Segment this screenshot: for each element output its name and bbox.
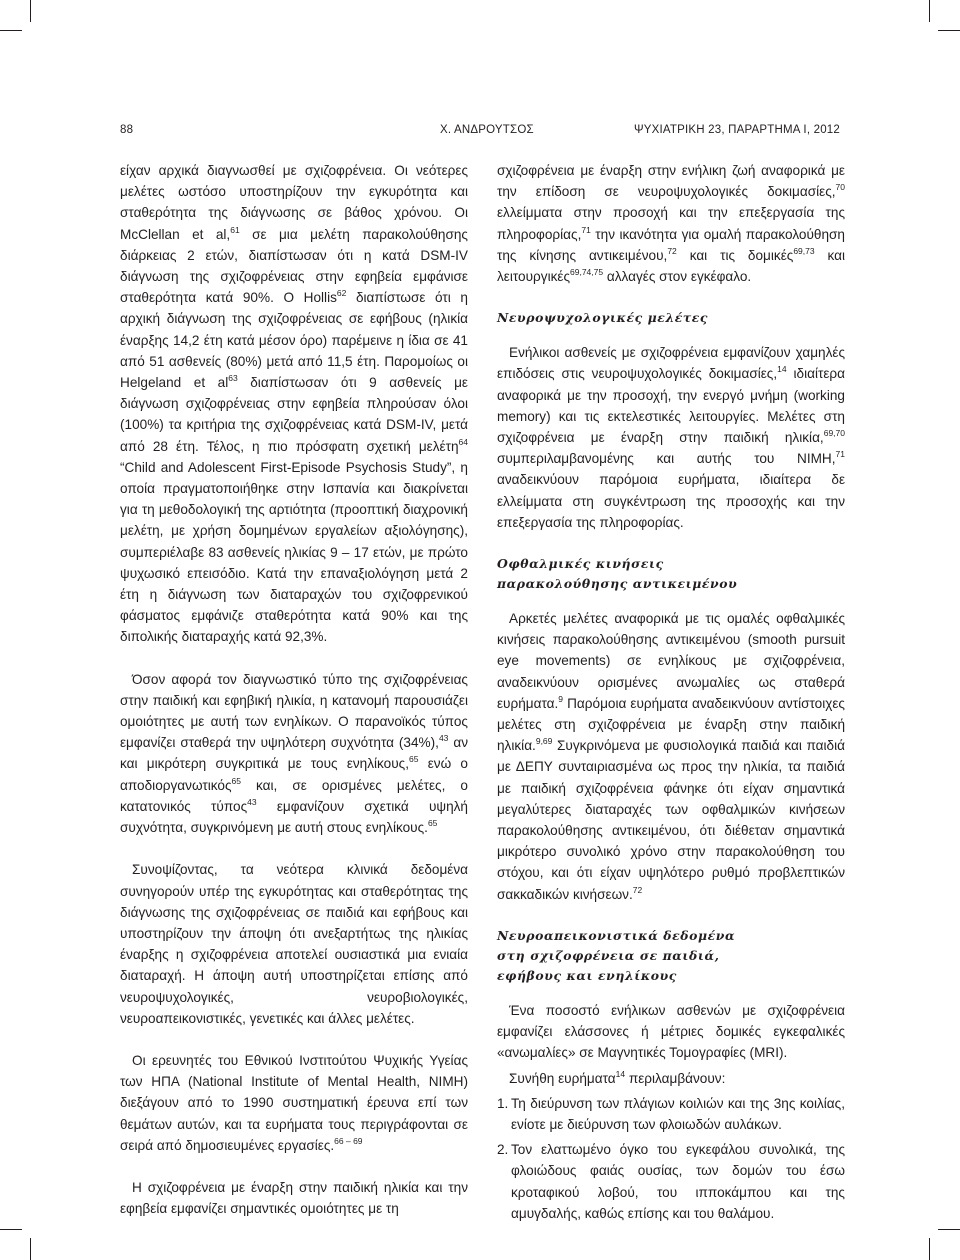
paragraph: Συνήθη ευρήματα$^{14}$ περιλαμβάνουν: [509, 1068, 726, 1086]
reference: 14 [615, 1068, 626, 1079]
reference: 63 [228, 373, 238, 384]
section-heading: Νευροψυχολογικές μελέτες [497, 310, 709, 326]
reference: 66 – 69 [334, 1135, 363, 1146]
reference: 65 [427, 818, 438, 829]
paragraph: Συνοψίζοντας, τα νεότερα κλινικά δεδομένα συνηγορούν υπέρ της εγκυρότητας και σταθερότητας της διάγνωσης της σχιζοφρένειας σε παιδιά και εφήβους και υποστηρίζουν την άποψη ότι ανεξαρτήτως της ηλικίας έναρξης η σχιζοφρένεια αποτελεί ουσιαστικά μια ενιαία διαταραχή. Η άποψη αυτή υποστηρίζεται επίσης από νευροψυχολογικές, νευροβιολογικές, νευροαπεικονιστικές, γενετικές και άλλες μελέτες. [120, 862, 468, 1026]
left-column [120, 160, 468, 1240]
paragraph: Η σχιζοφρένεια με έναρξη στην παιδική ηλικία και την εφηβεία εμφανίζει σημαντικές ομοιότητες με τη [120, 1179, 468, 1217]
list-text: Τον ελαττωμένο όγκο του εγκεφάλου συνολικά, της φλοιώδους φαιάς ουσίας, των δομών του έσω κροταφικού λοβού, του ιπποκάμπου και της αμυγδαλής, καθώς επίσης και του θαλάμου. [511, 1142, 845, 1221]
crop-mark [929, 0, 930, 22]
reference: 70 [835, 182, 845, 193]
reference: 65 [409, 754, 419, 765]
reference: 9,69 [535, 736, 553, 747]
reference: 65 [231, 775, 241, 786]
journal-citation: ΨΥΧΙΑΤΡΙΚΗ 23, ΠΑΡΑΡΤΗΜΑ Ι, 2012 [633, 124, 840, 136]
paragraph: Οι ερευνητές του Εθνικού Ινστιτούτου Ψυχικής Υγείας των ΗΠΑ (National Institute of Mental Health, NIMH) διεξάγουν από το 1990 συστηματική έρευνα επί των θεμάτων αυτών, και τα ευρήματα τους περιγράφονται σε σειρά από δημοσιευμένες εργασίες.$^{66 - 69}$ [120, 1052, 468, 1153]
paragraph: Ένα ποσοστό ενήλικων ασθενών με σχιζοφρένεια εμφανίζει ελάσσονες ή μέτριες δομικές εγκεφαλικές «ανωμαλίες» σε Μαγνητικές Τομογραφίες (MRI). [497, 1002, 845, 1061]
reference: 72 [667, 245, 677, 256]
reference: 71 [835, 449, 845, 460]
crop-mark [938, 30, 960, 31]
paragraph: είχαν αρχικά διαγνωσθεί με σχιζοφρένεια. Οι νεότερες μελέτες ωστόσο υποστηρίζουν την εγκυρότητα και σταθερότητα της διάγνωσης σε βάθος χρόνου. Οι McClellan et al,$^{61}$ σε μια μελέτη παρακολούθησης διάρκειας 2 ετών, διαπίστωσαν ότι η κατά DSM-IV διάγνωση της σχιζοφρένειας στην εφηβεία εμφάνισε σταθερότητα κατά 90%. Ο Hollis$^{62}$ διαπίστωσε ότι η αρχική διάγνωση της σχιζοφρένειας σε εφήβους (ηλικία έναρξης 14,2 έτη κατά μέσον όρο) παρέμεινε η ίδια σε 41 από 51 ασθενείς (80%) μετά από 11,5 έτη. Παρομοίως οι Helgeland et $al^{63}$ διαπίστωσαν ότι 9 ασθενείς με διάγνωση σχιζοφρένειας στην εφηβεία πληρούσαν όλοι (100%) τα κριτήρια της σχιζοφρένειας κατά DSM-IV, μετά από 28 έτη. Τέλος, η πιο πρόσφατη σχετική μελέτη$^{64}$ “Child and Adolescent First-Episode Psychosis Study”, η οποία πραγματοποιήθηκε στην Ισπανία και διακρίνεται για τη μεθοδολογική της αρτιότητα (προοπτική διαχρονική μελέτη, με χρήση δομημένων εργαλείων αξιολόγησης), συμπεριέλαβε 83 ασθενείς ηλικίας 9 – 17 ετών, με πρώτο ψυχωσικό επεισόδιο. Κατά την επαναξιολόγηση μετά 2 έτη η διάγνωση των διαταραχών του σχιζοφρενικού φάσματος εμφάνιζε σταθερότητα κατά 90% και της διπολικής διαταραχής κατά 92,3%. [120, 163, 468, 645]
paragraph: Ενήλικοι ασθενείς με σχιζοφρένεια εμφανίζουν χαμηλές επιδόσεις στις νευροψυχολογικές δοκιμασίες,$^{14}$ ιδιαίτερα αναφορικά με την προσοχή, την ενεργό μνήμη (working memory) και τις εκτελεστικές λειτουργίες. Μελέτες στη σχιζοφρένεια με έναρξη στην παιδική ηλικία,$^{69,70}$ συμπεριλαμβανομένης και αυτής του ΝΙΜΗ,$^{71}$ αναδεικνύουν παρόμοια ευρήματα, ιδιαίτερα δε ελλείμματα στη συγκέντρωση της προσοχής και την επεξεργασία της πληροφορίας. [497, 345, 845, 530]
crop-mark [938, 1229, 960, 1230]
reference: 69,74,75 [570, 267, 604, 278]
crop-mark [0, 1229, 22, 1230]
paragraph: σχιζοφρένεια με έναρξη στην ενήλικη ζωή αναφορικά με την επίδοση σε νευροψυχολογικές δοκιμασίες,$^{70}$ ελλείμματα στην προσοχή και την επεξεργασία της πληροφορίας,$^{71}$ την ικανότητα για ομαλή παρακολούθηση της κίνησης αντικειμένου,$^{72}$ και τις δομικές$^{69,73}$ και λειτουργικές$^{69,74,75}$ αλλαγές στον εγκέφαλο. [497, 163, 845, 285]
reference: 43 [438, 733, 449, 744]
reference: 69,70 [823, 428, 845, 439]
list-text: Τη διεύρυνση των πλάγιων κοιλιών και της 3ης κοιλίας, ενίοτε με διεύρυνση των φλοιωδών αυλάκων. [511, 1095, 845, 1132]
list-item [497, 1093, 845, 1135]
reference: 14 [777, 364, 787, 375]
reference: 9 [558, 693, 564, 704]
reference: 62 [336, 288, 347, 299]
reference: 61 [230, 224, 240, 235]
reference: 72 [632, 884, 643, 895]
crop-mark [30, 1238, 31, 1260]
crop-mark [0, 30, 22, 31]
reference: 43 [247, 796, 257, 807]
reference: 64 [458, 436, 468, 447]
reference: 71 [581, 224, 591, 235]
section-heading: Νευροαπεικονιστικά δεδομένα στη σχιζοφρένεια σε παιδιά, εφήβους και ενηλίκους [497, 927, 736, 983]
author-name: Χ. ΑΝΔΡΟΥΤΣΟΣ [440, 124, 534, 136]
paragraph: Αρκετές μελέτες αναφορικά με τις ομαλές οφθαλμικές κινήσεις παρακολούθησης αντικειμένου (smooth pursuit eye movements) σε ενηλίκους με σχιζοφρένεια, αναδεικνύουν ορισμένες ανωμαλίες ως σταθερά ευρήματα.$^9$ Παρόμοια ευρήματα αναδεικνύουν αντίστοιχες μελέτες στη σχιζοφρένεια με έναρξη στην παιδική ηλικία.$^{9,69}$ Συγκρινόμενα με φυσιολογικά παιδιά και παιδιά με ΔΕΠΥ συνταιριασμένα ως προς την ηλικία, τα παιδιά με παιδική σχιζοφρένεια φάνηκε ότι είχαν σημαντικά μεγαλύτερες διαταραχές των οφθαλμικών κινήσεων παρακολούθησης αντικειμένου, ότι διέθεταν σημαντικά μικρότερο συνολικό χρόνο στην παρακολούθηση του στόχου, και ότι είχαν υψηλότερο ρυθμό προβλεπτικών σακκαδικών κινήσεων.$^{72}$ [497, 611, 845, 902]
list-item [497, 1139, 845, 1224]
list-number: 1. [497, 1095, 509, 1111]
crop-mark [929, 1238, 930, 1260]
findings-list [497, 1093, 845, 1224]
paragraph: Όσον αφορά τον διαγνωστικό τύπο της σχιζοφρένειας στην παιδική και εφηβική ηλικία, η κατανομή παρουσιάζει ομοιότητες με αυτή των ενηλίκων. Ο παρανοϊκός τύπος εμφανίζει σταθερά την υψηλότερη συχνότητα (34%),$^{43}$ αν και μικρότερη συγκριτικά με τους ενηλίκους,$^{65}$ ενώ ο αποδιοργανωτικός$^{65}$ και, σε ορισμένες μελέτες, ο κατατονικός τύπος$^{43}$ εμφανίζουν σχετικά υψηλή συχνότητα, συγκρινόμενη με αυτή στους ενηλίκους.$^{65}$ [120, 671, 469, 836]
section-heading: Οφθαλμικές κινήσεις παρακολούθησης αντικειμένου [497, 556, 738, 592]
page-number: 88 [120, 124, 134, 136]
right-column [497, 160, 845, 1224]
reference: 69,73 [793, 245, 815, 256]
list-number: 2. [497, 1142, 509, 1158]
running-header [120, 124, 840, 140]
crop-mark [30, 0, 31, 22]
